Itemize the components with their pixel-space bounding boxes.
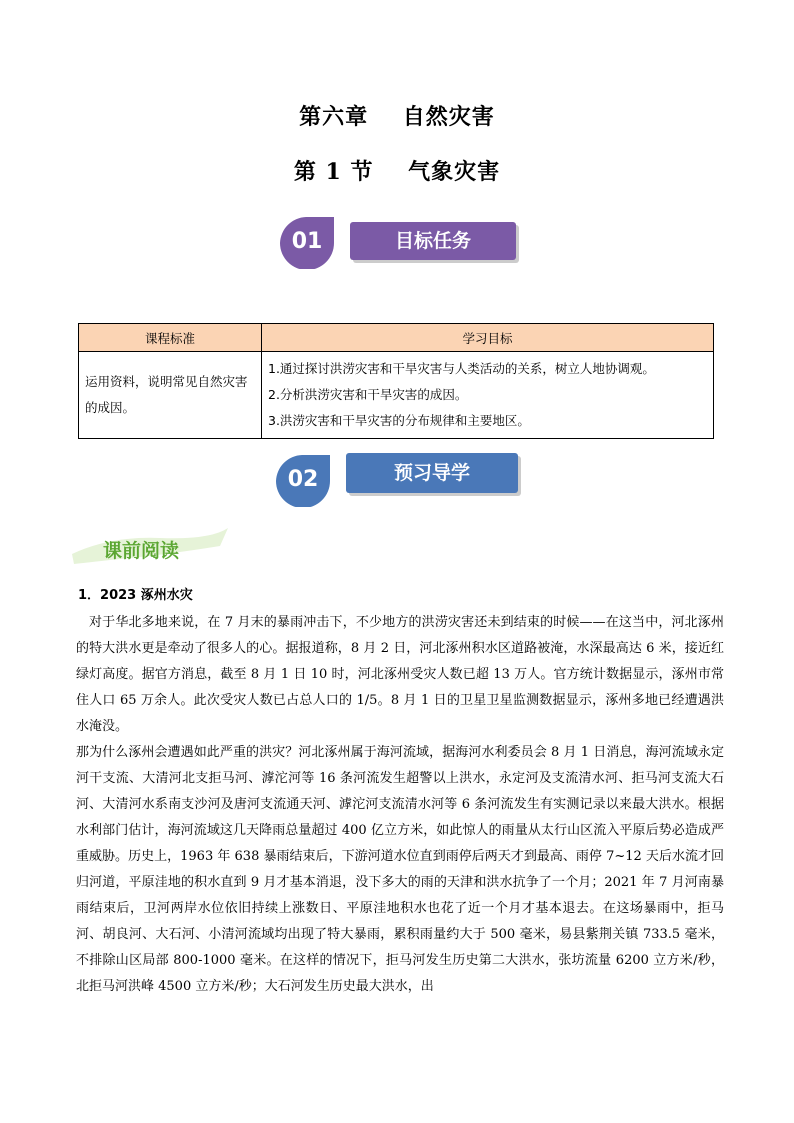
- table-header-row: [79, 324, 714, 352]
- standard-cell: 运用资料，说明常见自然灾害的成因。: [79, 352, 262, 439]
- badge-label: 目标任务: [350, 222, 516, 260]
- badge-label: 预习导学: [346, 453, 518, 493]
- table-header: 课程标准: [79, 324, 262, 352]
- goals-cell: [262, 352, 714, 439]
- article-title: 1．2023 涿州水灾: [78, 588, 193, 603]
- article-body: [76, 610, 724, 1000]
- table-row: [79, 352, 714, 439]
- learning-goal: 2.分析洪涝灾害和干旱灾害的成因。: [268, 387, 468, 402]
- table-header: 学习目标: [262, 324, 714, 352]
- article-paragraph: 那为什么涿州会遭遇如此严重的洪灾？河北涿州属于海河流域，据海河水利委员会 8 月 1 日消息，海河流域永定河干支流、大清河北支拒马河、滹沱河等 16 条河流发生超警以上洪水，永定河及支流清水河、拒马河支流大石河、大清河水系南支沙河及唐河支流通天河、滹沱河支流清水河等 6 条河流发生有实测记录以来最大洪水。根据水利部门估计，海河流域这几天降雨总量超过 400 亿立方米，如此惊人的雨量从太行山区流入平原后势必造成严重威胁。历史上，1963 年 638 暴雨结束后，下游河道水位直到雨停后两天才到最高、雨停 7~12 天后水流才回归河道，平原洼地的积水直到 9 月才基本消退，没下多大的雨的天津和洪水抗争了一个月；2021 年 7 月河南暴雨结束后，卫河两岸水位依旧持续上涨数日、平原洼地积水也花了近一个月才基本退去。在这场暴雨中，拒马河、胡良河、大石河、小清河流域均出现了特大暴雨，累积雨量约大于 500 毫米，易县紫荆关镇 733.5 毫米，不排除山区局部 800-1000 毫米。在这样的情况下，拒马河发生历史第二大洪水，张坊流量 6200 立方米/秒，北拒马河洪峰 4500 立方米/秒；大石河发生历史最大洪水，出: [76, 745, 724, 994]
- section-badge-objectives: [276, 213, 521, 269]
- section-badge-preview: [272, 451, 522, 507]
- learning-goal: 3.洪涝灾害和干旱灾害的分布规律和主要地区。: [268, 413, 530, 428]
- badge-number: 01: [291, 229, 323, 254]
- section-title: 第 1 节 气象灾害: [293, 159, 501, 185]
- badge-number: 02: [287, 467, 319, 492]
- reading-heading: 课前阅读: [103, 540, 180, 562]
- learning-goal: 1.通过探讨洪涝灾害和干旱灾害与人类活动的关系，树立人地协调观。: [268, 361, 655, 376]
- curriculum-standards-table: [78, 323, 714, 439]
- chapter-title: 第六章 自然灾害: [299, 104, 495, 130]
- article-paragraph: 对于华北多地来说，在 7 月末的暴雨冲击下，不少地方的洪涝灾害还未到结束的时候——在这当中，河北涿州的特大洪水更是牵动了很多人的心。据报道称，8 月 2 日，河北涿州积水区道路被淹，水深最高达 6 米，接近红绿灯高度。据官方消息，截至 8 月 1 日 10 时，河北涿州受灾人数已超 13 万人。官方统计数据显示，涿州市常住人口 65 万余人。此次受灾人数已占总人口的 1/5。8 月 1 日的卫星卫星监测数据显示，涿州多地已经遭遇洪水淹没。: [76, 615, 724, 734]
